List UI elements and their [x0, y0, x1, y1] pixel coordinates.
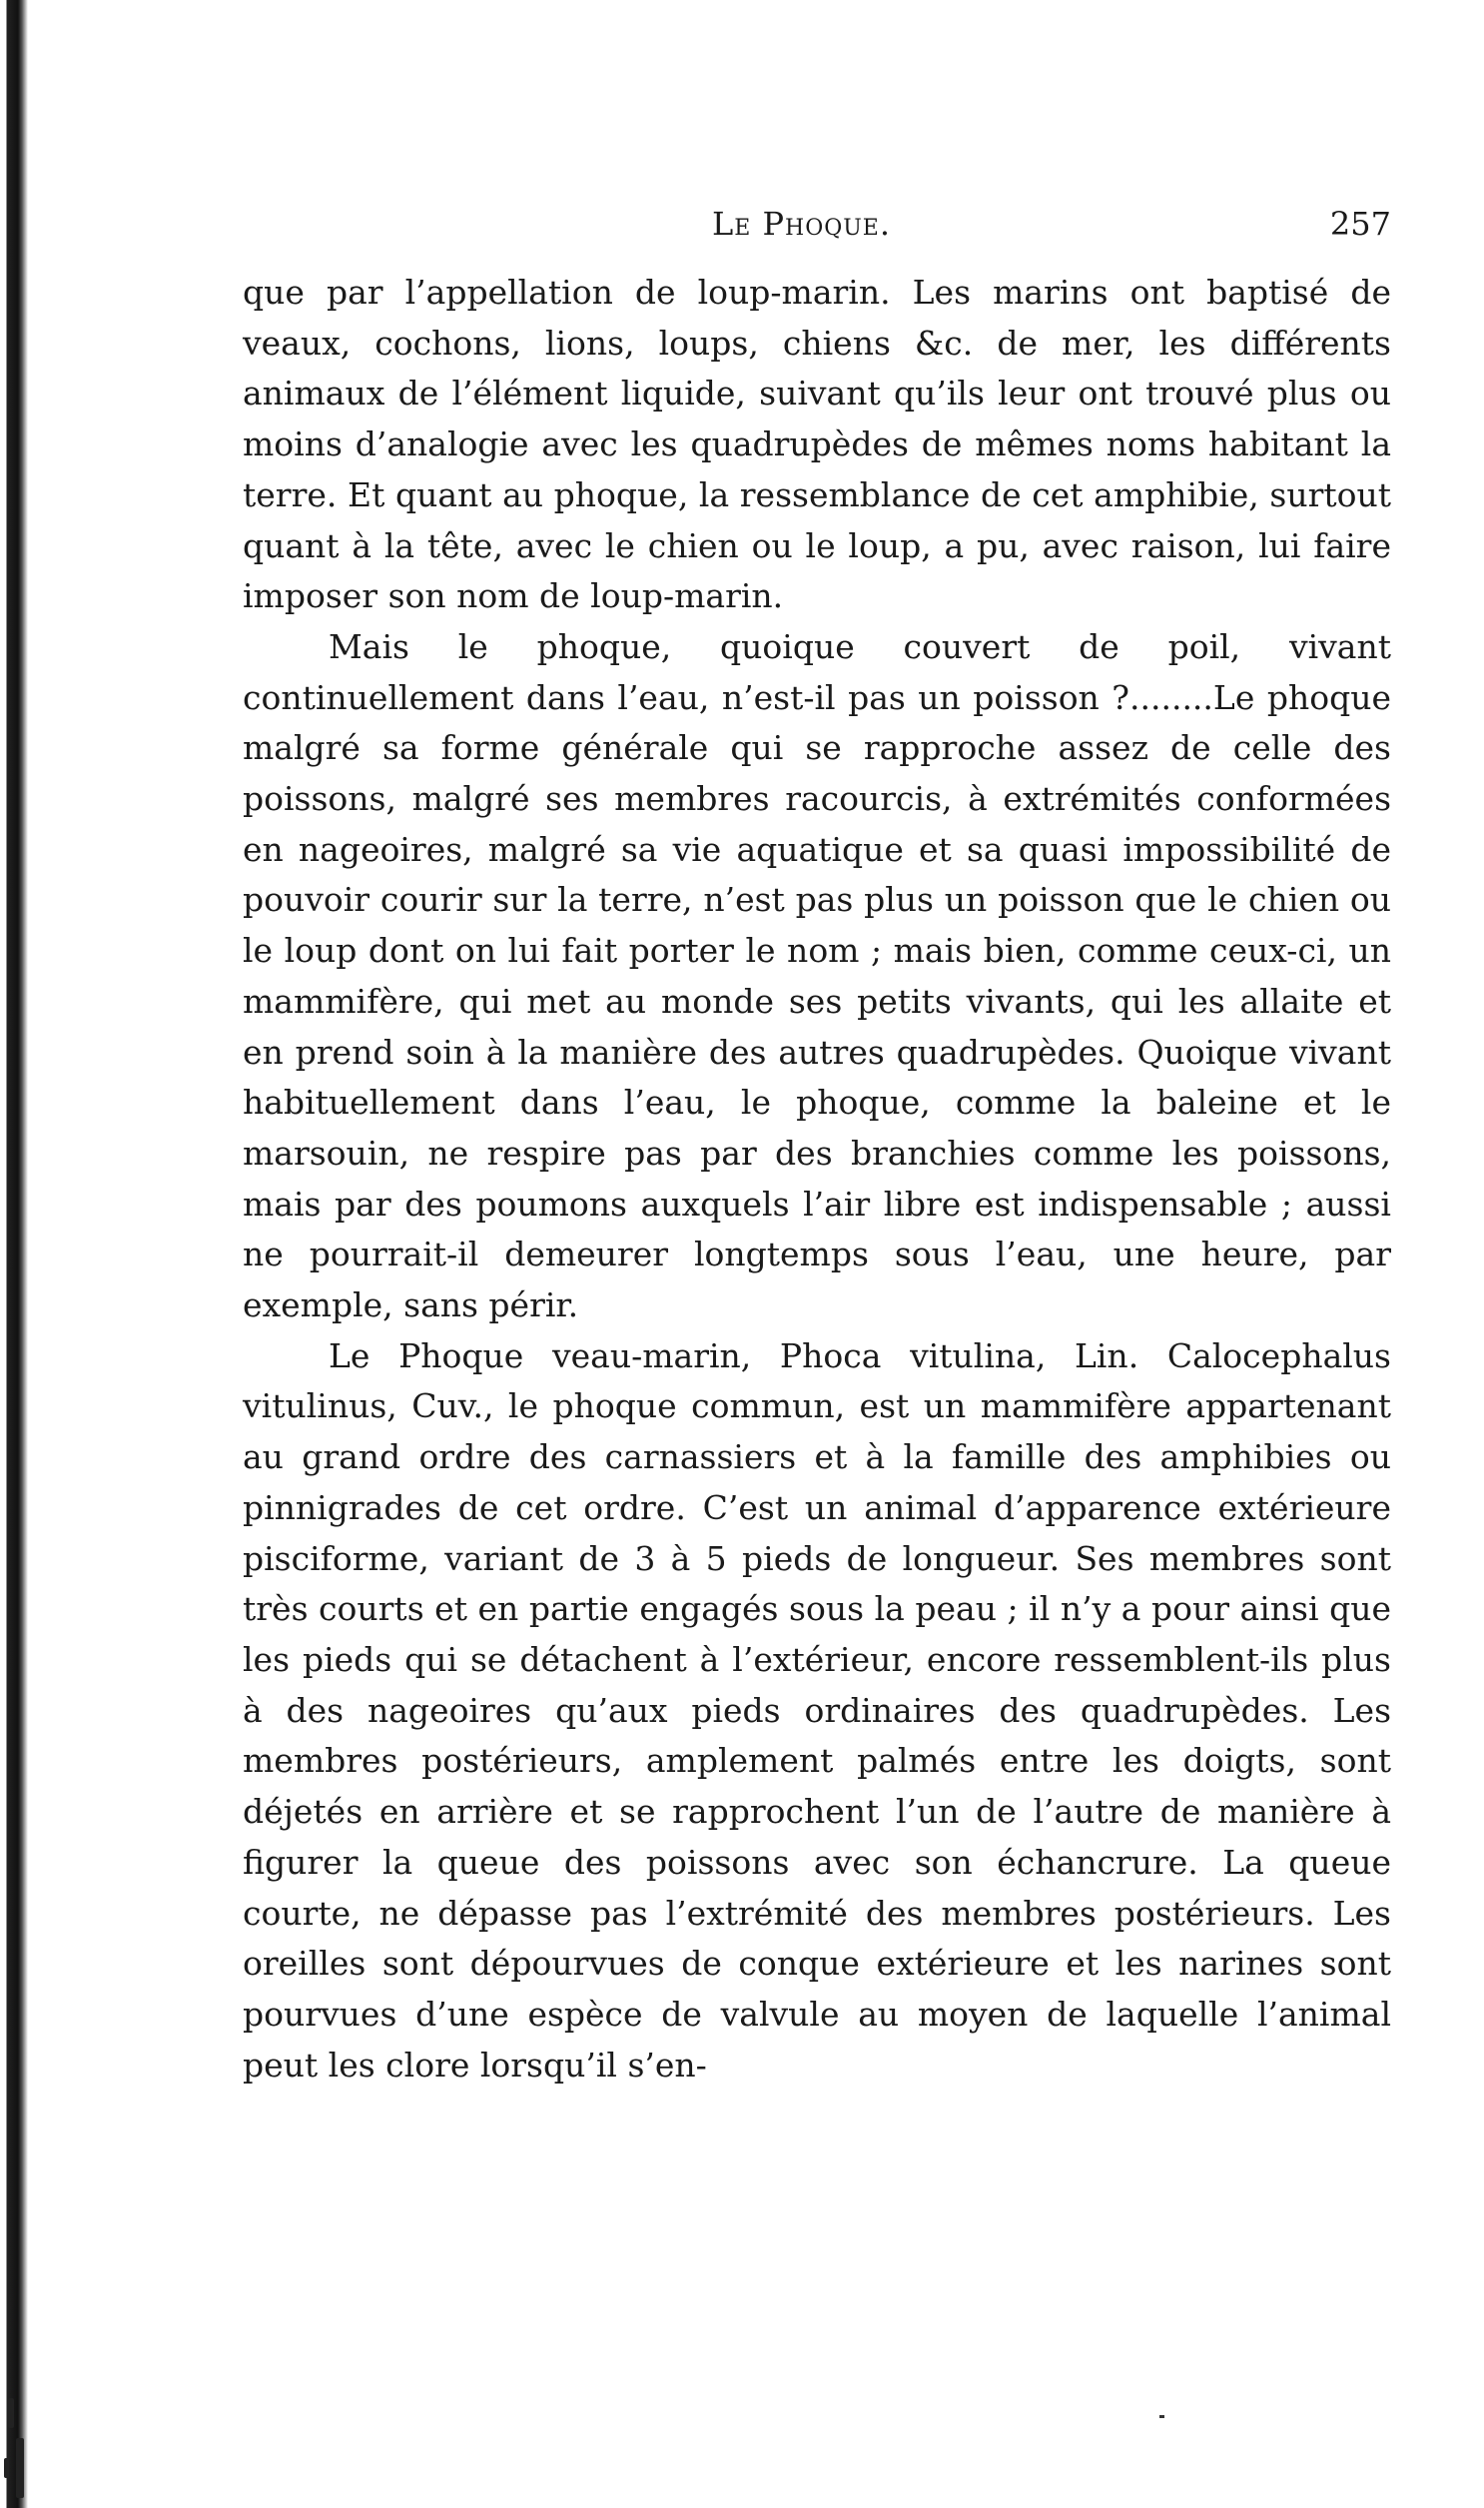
spine-bottom-marks [0, 2328, 40, 2508]
paragraph-1: que par l’appellation de loup-marin. Les marins ont baptisé de veaux, cochons, lions, loups, chiens &c. de mer, les différents animaux de l’élément liquide, suivant qu’ils leur ont trouvé plus ou moins d’analogie avec les quadrupèdes de mêmes noms habitant la terre. Et quant au phoque, la ressemblance de cet amphibie, surtout quant à la tête, avec le chien ou le loup, a pu, avec raison, lui faire imposer son nom de loup-marin. [243, 273, 1391, 616]
book-page [243, 0, 1391, 2508]
paragraph-2: Mais le phoque, quoique couvert de poil, vivant continuellement dans l’eau, n’est-il pas un poisson ?........Le phoque malgré sa forme générale qui se rapproche assez de celle des poissons, malgré ses membres racourcis, à extrémités conformées en nageoires, malgré sa vie aquatique et sa quasi impossibilité de pouvoir courir sur la terre, n’est pas plus un poisson que le chien ou le loup dont on lui fait porter le nom ; mais bien, comme ceux-ci, un mammifère, qui met au monde ses petits vivants, qui les allaite et en prend soin à la manière des autres quadrupèdes. Quoique vivant habituellement dans l’eau, le phoque, comme la baleine et le marsouin, ne respire pas par des branchies comme les poissons, mais par des poumons auxquels l’air libre est indispensable ; aussi ne pourrait-il demeurer longtemps sous l’eau, une heure, par exemple, sans périr. [243, 626, 1391, 1325]
running-header [243, 205, 1391, 255]
paragraph-3: Le Phoque veau-marin, Phoca vitulina, Lin. Calocephalus vitulinus, Cuv., le phoque commun, est un mammifère appartenant au grand ordre des carnassiers et à la famille des amphibies ou pinnigrades de cet ordre. C’est un animal d’apparence extérieure pisciforme, variant de 3 à 5 pieds de longueur. Ses membres sont très courts et en partie engagés sous la peau ; il n’y a pour ainsi que les pieds qui se détachent à l’extérieur, encore ressemblent-ils plus à des nageoires qu’aux pieds ordinaires des quadrupèdes. Les membres postérieurs, amplement palmés entre les doigts, sont déjetés en arrière et se rapprochent l’un de l’autre de manière à figurer la queue des poissons avec son échancrure. La queue courte, ne dépasse pas l’extrémité des membres postérieurs. Les oreilles sont dépourvues de conque extérieure et les narines sont pourvues d’une espèce de valvule au moyen de laquelle l’animal peut les clore lorsqu’il s’en- [243, 1335, 1391, 2085]
body-text [243, 268, 1391, 2090]
page-number: 257 [1329, 205, 1391, 243]
running-title: Le Phoque. [712, 205, 892, 243]
page-mark [1159, 2415, 1164, 2418]
book-spine-edge [0, 0, 28, 2508]
